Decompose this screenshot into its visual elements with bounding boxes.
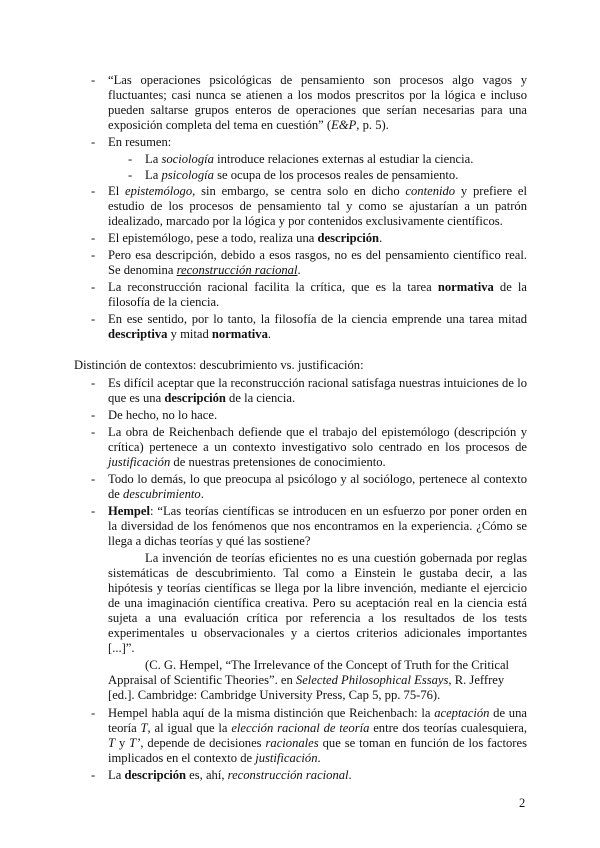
list-item: - La obra de Reichenbach defiende que el trabajo del epistemólogo (descripción y crítica) pertenece a un contexto investigativo solo centrado en los procesos de justificación de nuestras pretensiones de conocimiento. <box>108 425 527 470</box>
list-item: - La reconstrucción racional facilita la crítica, que es la tarea normativa de la filosofía de la ciencia. <box>108 280 527 310</box>
citation: (C. G. Hempel, “The Irrelevance of the Concept of Truth for the Critical Appraisal of Scientific Theories”. en Selected Philosophical Essays, R. Jeffrey [ed.]. Cambridge: Cambridge University Press, Cap 5, pp. 75-76). <box>108 658 510 702</box>
block-quote: La invención de teorías eficientes no es una cuestión gobernada por reglas sistemáticas de descubrimiento. Tal como a Einstein le gustaba decir, a las hipótesis y teorías científicas se llega por la libre invención, mediante el ejercicio de una imaginación científica creativa. Pero su aceptación real en la ciencia está sujeta a una evaluación crítica por referencia a los resultados de los tests experimentales u observacionales y a ciertos criterios adicionales importantes [...]”. <box>108 551 527 655</box>
list-item: - En resumen: <box>108 135 527 150</box>
sub-list-item: - La psicología se ocupa de los procesos reales de pensamiento. <box>145 168 527 183</box>
list-item: - “Las operaciones psicológicas de pensamiento son procesos algo vagos y fluctuantes; casi nunca se atienen a los modos prescritos por la lógica e incluso pueden saltarse grupos enteros de operaciones que serían necesarias para una exposición completa del tema en cuestión” (E&P, p. 5). <box>108 73 527 133</box>
list-item: - La descripción es, ahí, reconstrucción racional. <box>108 768 527 783</box>
list-item: - De hecho, no lo hace. <box>108 408 527 423</box>
list-item: - Hempel: “Las teorías científicas se introducen en un esfuerzo por poner orden en la diversidad de los fenómenos que nos encontramos en la experiencia. ¿Cómo se llega a dichas teorías y qué las sostiene? <box>108 504 527 549</box>
page-number: 2 <box>519 796 526 810</box>
page-content <box>0 73 600 785</box>
contexts-list <box>0 376 600 783</box>
list-item: - Todo lo demás, lo que preocupa al psicólogo y al sociólogo, pertenece al contexto de descubrimiento. <box>108 472 527 502</box>
list-item: - El epistemólogo, sin embargo, se centra solo en dicho contenido y prefiere el estudio de los procesos de pensamiento tal y como se ajustarían a un patrón idealizado, marcado por la lógica y por contenidos exclusivamente científicos. <box>108 184 527 229</box>
list-item: - El epistemólogo, pese a todo, realiza una descripción. <box>108 231 527 246</box>
list-item: - En ese sentido, por lo tanto, la filosofía de la ciencia emprende una tarea mitad descriptiva y mitad normativa. <box>108 312 527 342</box>
list-item: - Es difícil aceptar que la reconstrucción racional satisfaga nuestras intuiciones de lo que es una descripción de la ciencia. <box>108 376 527 406</box>
section-heading: Distinción de contextos: descubrimiento vs. justificación: <box>74 358 364 372</box>
summary-list <box>0 73 600 342</box>
sub-list-item: - La sociología introduce relaciones externas al estudiar la ciencia. <box>145 152 527 167</box>
list-item: - Pero esa descripción, debido a esos rasgos, no es del pensamiento científico real. Se denomina reconstrucción racional. <box>108 248 527 278</box>
list-item: - Hempel habla aquí de la misma distinción que Reichenbach: la aceptación de una teoría T, al igual que la elección racional de teoría entre dos teorías cualesquiera, T y T’, depende de decisiones racionales que se toman en función de los factores implicados en el contexto de justificación. <box>108 706 527 766</box>
